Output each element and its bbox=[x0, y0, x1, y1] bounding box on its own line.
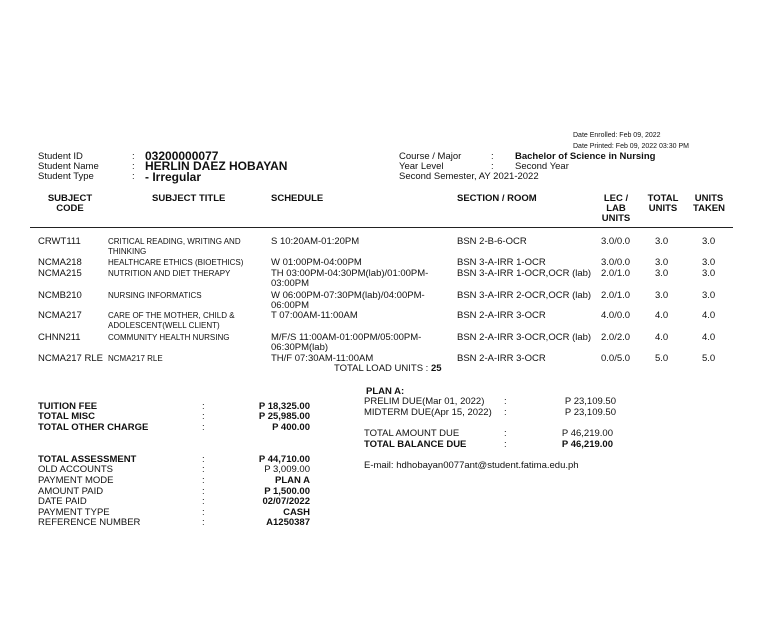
header-lec-lab-units: LEC / LAB UNITS bbox=[601, 193, 631, 224]
old-accounts-label: OLD ACCOUNTS bbox=[38, 464, 113, 475]
tuition-fee: P 18,325.00 bbox=[258, 401, 310, 412]
reference-number: A1250387 bbox=[266, 517, 310, 528]
colon: : bbox=[202, 517, 205, 528]
colon: : bbox=[202, 475, 205, 486]
total-other-charge: P 400.00 bbox=[272, 422, 310, 433]
cell-schedule: S 10:20AM-01:20PM bbox=[271, 236, 360, 247]
colon: : bbox=[202, 486, 205, 497]
date-enrolled: Date Enrolled: Feb 09, 2022 bbox=[573, 132, 661, 139]
cell-lec-lab: 4.0/0.0 bbox=[601, 310, 631, 321]
cell-section: BSN 2-A-IRR 3-OCR,OCR (lab) bbox=[457, 332, 592, 343]
student-name: HERLIN DAEZ HOBAYAN bbox=[145, 159, 288, 173]
student-name-label: Student Name bbox=[38, 161, 99, 172]
cell-code: NCMA217 bbox=[38, 310, 82, 321]
email: E-mail: hdhobayan0077ant@student.fatima.edu.ph bbox=[364, 460, 579, 471]
year-level-label: Year Level bbox=[399, 161, 444, 172]
cell-schedule: TH 03:00PM-04:30PM(lab)/01:00PM-03:00PM bbox=[271, 268, 429, 289]
amount-paid-label: AMOUNT PAID bbox=[38, 486, 104, 497]
total-load-units: TOTAL LOAD UNITS : 25 bbox=[334, 363, 442, 374]
cell-units-taken: 3.0 bbox=[702, 290, 716, 301]
cell-code: CHNN211 bbox=[38, 332, 81, 343]
reference-number-label: REFERENCE NUMBER bbox=[38, 517, 141, 528]
header-subject-code: SUBJECT CODE bbox=[47, 193, 93, 214]
total-load-value: 25 bbox=[430, 363, 442, 374]
student-id: 03200000077 bbox=[145, 149, 219, 163]
colon: : bbox=[504, 439, 507, 450]
colon: : bbox=[202, 507, 205, 518]
cell-schedule: TH/F 07:30AM-11:00AM bbox=[271, 353, 374, 364]
prelim-due-label: PRELIM DUE(Mar 01, 2022) bbox=[364, 396, 485, 407]
header-schedule: SCHEDULE bbox=[271, 193, 324, 204]
colon: : bbox=[202, 464, 205, 475]
total-assessment: P 44,710.00 bbox=[258, 454, 310, 465]
student-id-label: Student ID bbox=[38, 151, 83, 162]
cell-total-units: 3.0 bbox=[655, 290, 669, 301]
colon: : bbox=[504, 396, 507, 407]
colon: : bbox=[504, 428, 507, 439]
cell-section: BSN 3-A-IRR 2-OCR,OCR (lab) bbox=[457, 290, 592, 301]
cell-code: NCMB210 bbox=[38, 290, 82, 301]
colon: : bbox=[504, 407, 507, 418]
cell-section: BSN 2-A-IRR 3-OCR bbox=[457, 353, 546, 364]
midterm-due: P 23,109.50 bbox=[564, 407, 616, 418]
total-assessment-label: TOTAL ASSESSMENT bbox=[38, 454, 137, 465]
header-subject-title: SUBJECT TITLE bbox=[152, 193, 226, 204]
colon: : bbox=[132, 151, 135, 162]
cell-schedule: T 07:00AM-11:00AM bbox=[271, 310, 358, 321]
course-label: Course / Major bbox=[399, 151, 462, 162]
colon: : bbox=[202, 496, 205, 507]
cell-title: HEALTHCARE ETHICS (BIOETHICS) bbox=[108, 258, 244, 267]
colon: : bbox=[132, 161, 135, 172]
payment-type: CASH bbox=[283, 507, 310, 518]
colon: : bbox=[491, 151, 494, 162]
cell-code: NCMA217 RLE bbox=[38, 353, 103, 364]
cell-units-taken: 3.0 bbox=[702, 236, 716, 247]
header-units-taken: UNITS TAKEN bbox=[692, 193, 726, 214]
cell-total-units: 4.0 bbox=[655, 310, 669, 321]
colon: : bbox=[132, 171, 135, 182]
colon: : bbox=[491, 161, 494, 172]
cell-total-units: 3.0 bbox=[655, 257, 669, 268]
plan-title: PLAN A: bbox=[366, 386, 405, 397]
cell-lec-lab: 2.0/1.0 bbox=[601, 290, 631, 301]
cell-lec-lab: 3.0/0.0 bbox=[601, 257, 631, 268]
cell-title: NCMA217 RLE bbox=[108, 354, 163, 363]
cell-title: COMMUNITY HEALTH NURSING bbox=[108, 333, 230, 342]
cell-title: NURSING INFORMATICS bbox=[108, 291, 202, 300]
amount-paid: P 1,500.00 bbox=[264, 486, 310, 497]
cell-code: NCMA215 bbox=[38, 268, 82, 279]
cell-units-taken: 5.0 bbox=[702, 353, 716, 364]
tuition-fee-label: TUITION FEE bbox=[38, 401, 98, 412]
cell-lec-lab: 2.0/1.0 bbox=[601, 268, 631, 279]
total-amount-due-label: TOTAL AMOUNT DUE bbox=[364, 428, 460, 439]
header-section-room: SECTION / ROOM bbox=[457, 193, 537, 204]
student-type: - Irregular bbox=[145, 170, 202, 184]
cell-title: CARE OF THE MOTHER, CHILD & ADOLESCENT(WELL CLIENT) bbox=[108, 311, 235, 330]
cell-title: CRITICAL READING, WRITING AND THINKING bbox=[108, 237, 241, 256]
semester: Second Semester, AY 2021-2022 bbox=[399, 171, 539, 182]
payment-mode-label: PAYMENT MODE bbox=[38, 475, 114, 486]
header-total-units: TOTAL UNITS bbox=[647, 193, 679, 214]
total-other-charge-label: TOTAL OTHER CHARGE bbox=[38, 422, 149, 433]
cell-total-units: 3.0 bbox=[655, 236, 669, 247]
cell-total-units: 5.0 bbox=[655, 353, 669, 364]
total-misc-label: TOTAL MISC bbox=[38, 411, 95, 422]
total-balance-due-label: TOTAL BALANCE DUE bbox=[364, 439, 467, 450]
cell-section: BSN 3-A-IRR 1-OCR,OCR (lab) bbox=[457, 268, 592, 279]
cell-total-units: 3.0 bbox=[655, 268, 669, 279]
cell-units-taken: 3.0 bbox=[702, 257, 716, 268]
cell-lec-lab: 2.0/2.0 bbox=[601, 332, 631, 343]
cell-units-taken: 4.0 bbox=[702, 332, 716, 343]
cell-schedule: W 01:00PM-04:00PM bbox=[271, 257, 362, 268]
year-level: Second Year bbox=[515, 161, 569, 172]
student-type-label: Student Type bbox=[38, 171, 94, 182]
header-divider bbox=[30, 227, 733, 228]
cell-lec-lab: 0.0/5.0 bbox=[601, 353, 631, 364]
colon: : bbox=[202, 454, 205, 465]
cell-units-taken: 4.0 bbox=[702, 310, 716, 321]
total-misc: P 25,985.00 bbox=[258, 411, 310, 422]
old-accounts: P 3,009.00 bbox=[264, 464, 310, 475]
cell-total-units: 4.0 bbox=[655, 332, 669, 343]
course-major: Bachelor of Science in Nursing bbox=[515, 151, 656, 162]
midterm-due-label: MIDTERM DUE(Apr 15, 2022) bbox=[364, 407, 492, 418]
cell-title: NUTRITION AND DIET THERAPY bbox=[108, 269, 231, 278]
payment-mode: PLAN A bbox=[274, 475, 310, 486]
cell-section: BSN 2-A-IRR 3-OCR bbox=[457, 310, 546, 321]
cell-schedule: M/F/S 11:00AM-01:00PM/05:00PM-06:30PM(lab) bbox=[271, 332, 422, 353]
total-balance-due: P 46,219.00 bbox=[561, 439, 613, 450]
cell-code: NCMA218 bbox=[38, 257, 82, 268]
cell-lec-lab: 3.0/0.0 bbox=[601, 236, 631, 247]
date-paid: 02/07/2022 bbox=[262, 496, 310, 507]
date-paid-label: DATE PAID bbox=[38, 496, 87, 507]
cell-section: BSN 3-A-IRR 1-OCR bbox=[457, 257, 546, 268]
colon: : bbox=[202, 411, 205, 422]
cell-section: BSN 2-B-6-OCR bbox=[457, 236, 527, 247]
total-amount-due: P 46,219.00 bbox=[561, 428, 613, 439]
colon: : bbox=[202, 401, 205, 412]
payment-type-label: PAYMENT TYPE bbox=[38, 507, 110, 518]
date-printed: Date Printed: Feb 09, 2022 03:30 PM bbox=[573, 143, 689, 150]
cell-code: CRWT111 bbox=[38, 236, 81, 247]
cell-units-taken: 3.0 bbox=[702, 268, 716, 279]
cell-schedule: W 06:00PM-07:30PM(lab)/04:00PM-06:00PM bbox=[271, 290, 425, 311]
prelim-due: P 23,109.50 bbox=[564, 396, 616, 407]
colon: : bbox=[202, 422, 205, 433]
